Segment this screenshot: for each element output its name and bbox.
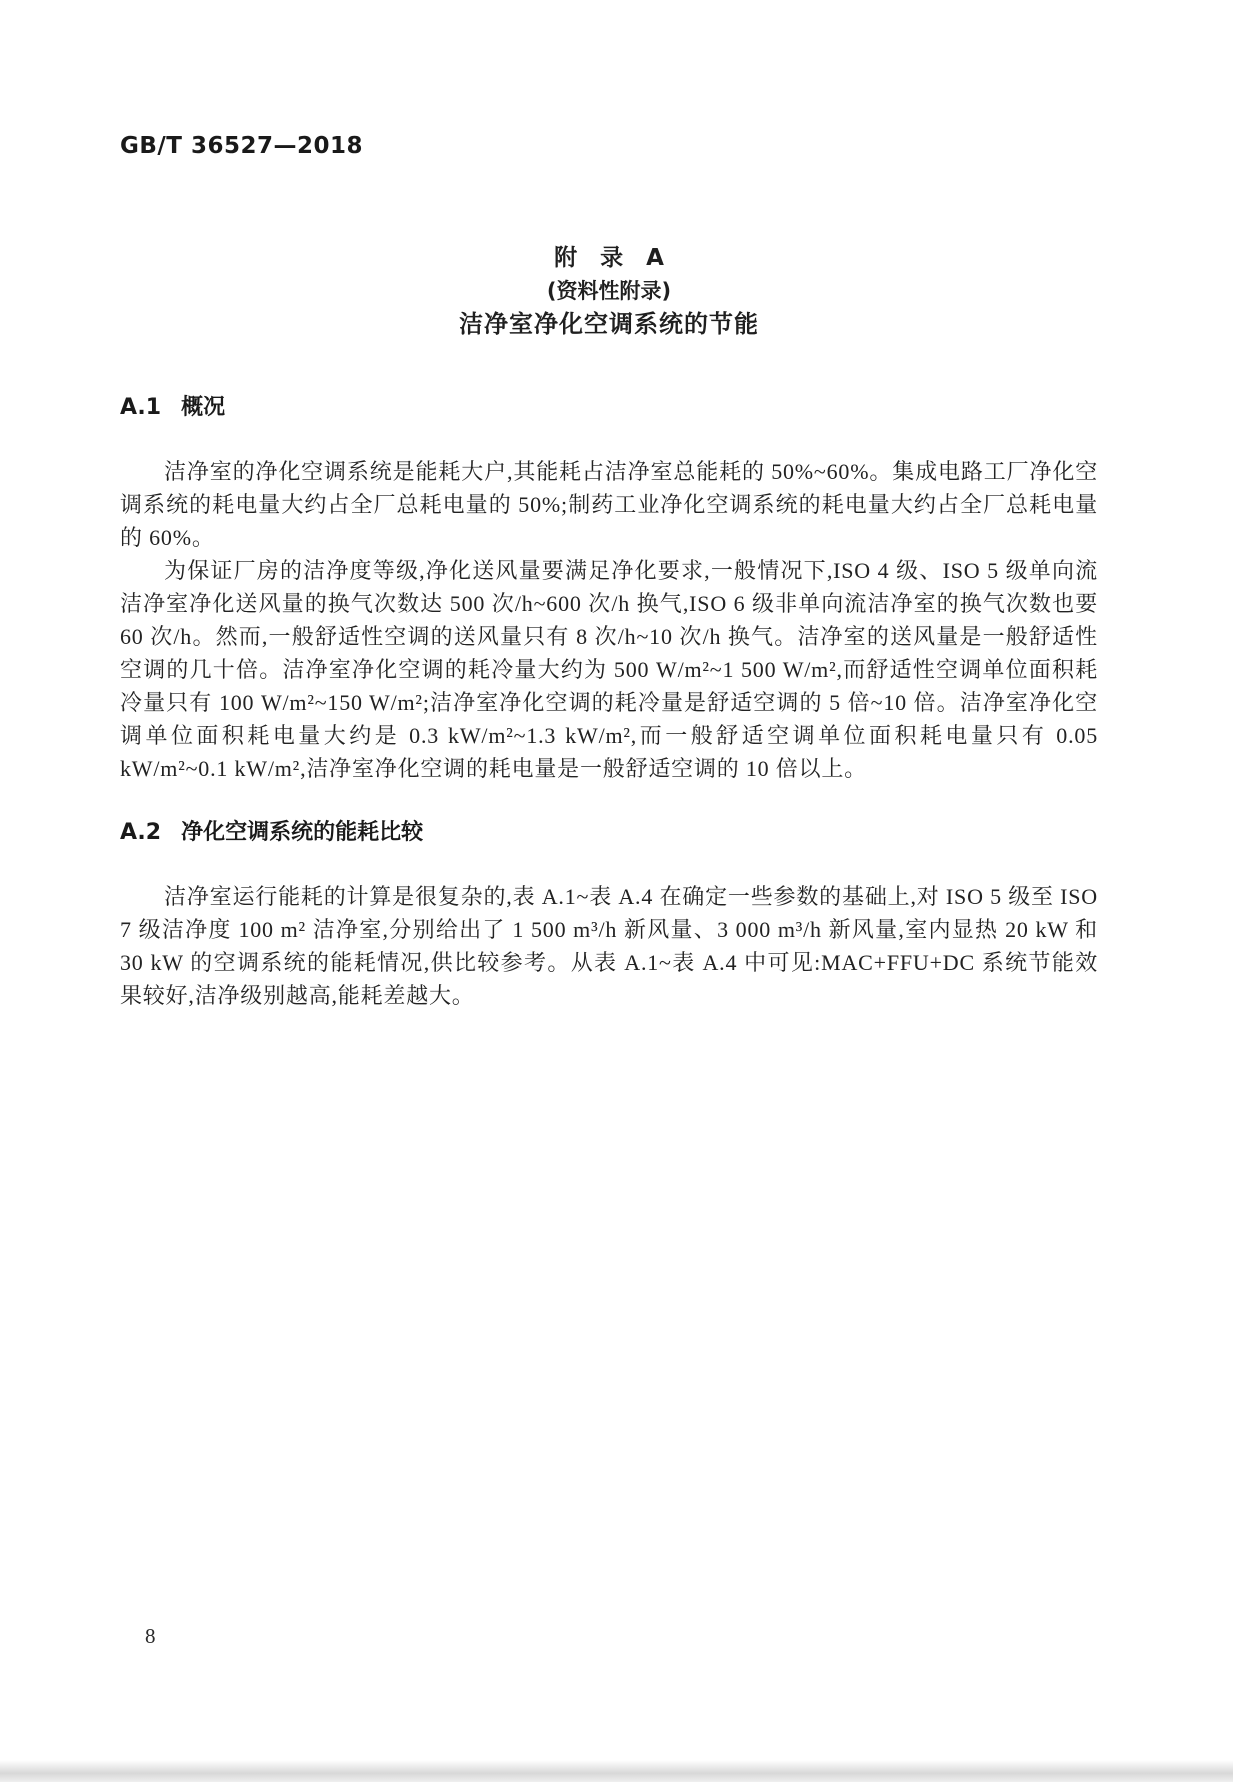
scan-bottom-edge xyxy=(0,1760,1233,1782)
paragraph: 为保证厂房的洁净度等级,净化送风量要满足净化要求,一般情况下,ISO 4 级、ISO 5 级单向流洁净室净化送风量的换气次数达 500 次/h~600 次/h 换气,ISO 6 级非单向流洁净室的换气次数也要 60 次/h。然而,一般舒适性空调的送风量只有 8 次/h~10 次/h 换气。洁净室的送风量是一般舒适性空调的几十倍。洁净室净化空调的耗冷量大约为 500 W/m²~1 500 W/m²,而舒适性空调单位面积耗冷量只有 100 W/m²~150 W/m²;洁净室净化空调的耗冷量是舒适空调的 5 倍~10 倍。洁净室净化空调单位面积耗电量大约是 0.3 kW/m²~1.3 kW/m²,而一般舒适空调单位面积耗电量只有 0.05 kW/m²~0.1 kW/m²,洁净室净化空调的耗电量是一般舒适空调的 10 倍以上。 xyxy=(120,558,1098,781)
appendix-subject: 洁净室净化空调系统的节能 xyxy=(459,310,759,338)
page-number: 8 xyxy=(145,1624,156,1648)
section-a2-title: 净化空调系统的能耗比较 xyxy=(181,820,424,845)
section-a1-heading xyxy=(120,396,1098,420)
section-a1-number: A.1 xyxy=(120,395,162,420)
paragraph: 洁净室的净化空调系统是能耗大户,其能耗占洁净室总能耗的 50%~60%。集成电路工厂净化空调系统的耗电量大约占全厂总耗电量的 50%;制药工业净化空调系统的耗电量大约占全厂总耗电量的 60%。 xyxy=(120,459,1098,550)
section-a2-number: A.2 xyxy=(120,820,162,845)
section-a1-body xyxy=(120,455,1098,785)
appendix-title: 附 录 A xyxy=(554,245,664,271)
section-a1-title: 概况 xyxy=(181,395,226,420)
section-a2-heading xyxy=(120,821,1098,845)
appendix-type-note: (资料性附录) xyxy=(546,279,672,303)
standard-number-header: GB/T 36527—2018 xyxy=(120,133,364,159)
paragraph: 洁净室运行能耗的计算是很复杂的,表 A.1~表 A.4 在确定一些参数的基础上,对 ISO 5 级至 ISO 7 级洁净度 100 m² 洁净室,分别给出了 1 500 m³/h 新风量、3 000 m³/h 新风量,室内显热 20 kW 和 30 kW 的空调系统的能耗情况,供比较参考。从表 A.1~表 A.4 中可见:MAC+FFU+DC 系统节能效果较好,洁净级别越高,能耗差越大。 xyxy=(120,884,1098,1008)
section-a2-body xyxy=(120,880,1098,1012)
